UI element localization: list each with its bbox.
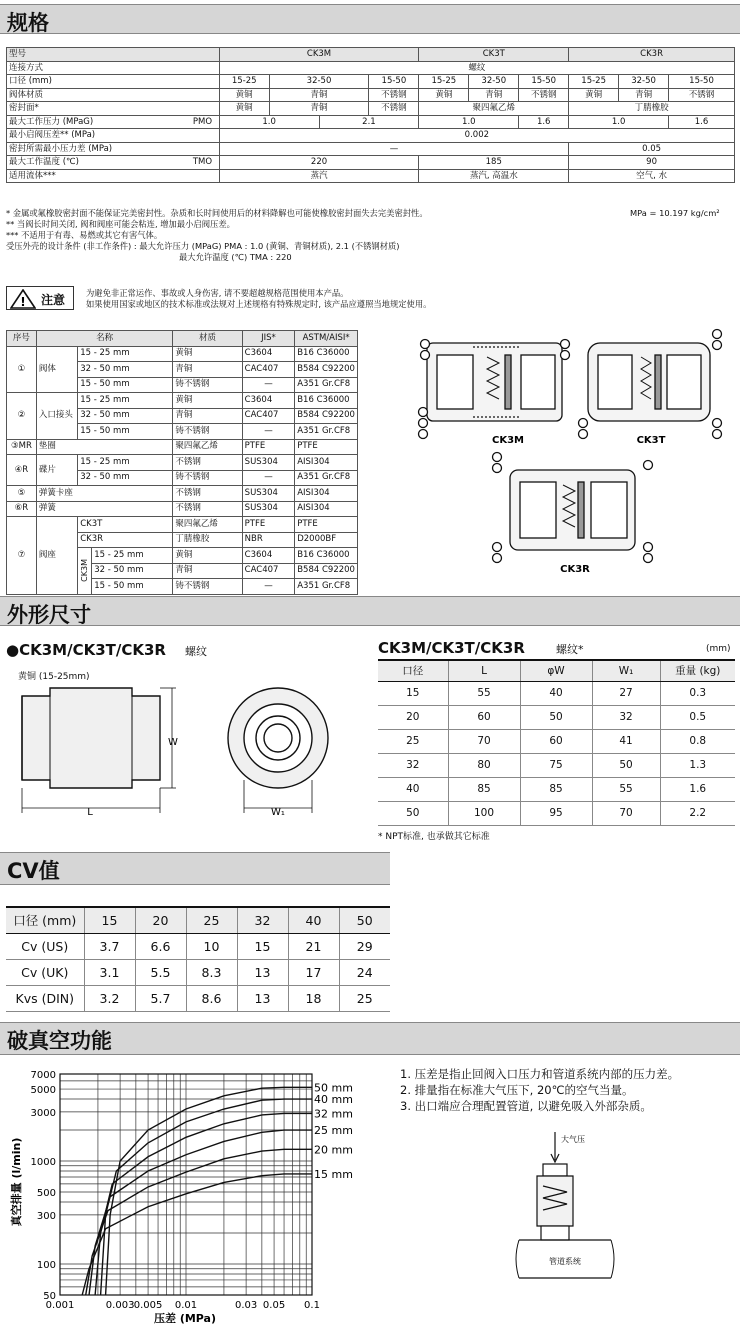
cv-cell: 5.7 — [135, 985, 186, 1011]
vacuum-notes — [400, 1066, 679, 1114]
x-tick-label: 0.003 — [105, 1300, 135, 1311]
dims-cell: 75 — [520, 753, 592, 777]
cv-cell: Cv (UK) — [6, 959, 84, 985]
dims-cell: 80 — [448, 753, 520, 777]
unit-note: MPa = 10.197 kg/cm² — [630, 208, 720, 218]
dims-cell: 20 — [378, 705, 448, 729]
parts-table: 序号 名称 材质 JIS* ASTM/AISI* ① 阀体 15 - 25 mm 黄铜 C3604 B16 C36000 32 - 50 mm 青铜 CAC407 B584 C92200 15 - 50 mm 铸不锈钢 — A351 Gr.CF8 ② 入口接头 15 - 25 mm 黄铜 C3604 B16 C36000 32 - 50 mm 青铜 CAC407 B584 C92200 15 - 50 mm 铸不锈钢 — A351 Gr.CF8 ③MR 垫圈 聚四氟乙烯 PTFE PTFE ④R 碟片 15 - 25 mm 不锈钢 SUS304 AISI304 32 - 50 mm 铸不锈钢 — A351 Gr.CF8 ⑤ 弹簧卡座 不锈钢 SUS304 AISI304 ⑥R 弹簧 不锈钢 SUS304 AISI304 ⑦ 阀座 CK3T 聚四氟乙烯 PTFE PTFE CK3R 丁腈橡胶 NBR D2000BF CK3M 15 - 25 mm 黄铜 C3604 B16 C36000 32 - 50 mm 青铜 CAC407 B584 C92200 15 - 50 mm 铸不锈钢 — A351 Gr.CF8 — [6, 330, 358, 595]
dims-row — [378, 801, 735, 825]
ck3r-label: CK3R — [560, 564, 590, 575]
ck3r-drawing — [493, 453, 653, 563]
vacuum-note-2: 2. 排量指在标准大气压下, 20℃的空气当量。 — [400, 1083, 634, 1097]
cv-cell: 17 — [288, 959, 339, 985]
spec-note-3: *** 不适用于有毒、易燃或其它有害气体。 — [6, 230, 163, 240]
series-label: 15 mm — [314, 1167, 353, 1181]
series-label: 25 mm — [314, 1124, 353, 1138]
cv-cell: 3.7 — [84, 933, 135, 959]
dims-cell: 0.5 — [660, 705, 735, 729]
dims-cell: 50 — [592, 753, 660, 777]
outline-drawing — [10, 680, 355, 820]
dims-table — [378, 659, 735, 826]
cv-cell: 20 — [135, 907, 186, 933]
dims-left-title: ●CK3M/CK3T/CK3R — [6, 641, 166, 659]
spec-row-model: 型号 CK3M CK3T CK3R — [7, 48, 735, 62]
spec-row-fluid: 适用流体*** 蒸汽 蒸汽, 高温水 空气, 水 — [7, 169, 735, 183]
dims-cell: 55 — [592, 777, 660, 801]
dims-cell: 0.8 — [660, 729, 735, 753]
dims-cell: 85 — [448, 777, 520, 801]
label-w: W — [168, 737, 178, 748]
dims-cell: 55 — [448, 681, 520, 705]
caution-label: 注意 — [41, 293, 66, 307]
dims-right-title: CK3M/CK3T/CK3R — [378, 639, 525, 657]
x-tick-label: 0.005 — [133, 1300, 163, 1311]
cv-cell: 24 — [339, 959, 390, 985]
dims-header-cell: 重量 (kg) — [660, 660, 735, 681]
spec-row-tmo: 最大工作温度 (℃) TMO 220 185 90 — [7, 156, 735, 170]
cv-row — [6, 907, 390, 933]
x-tick-label: 0.001 — [45, 1300, 75, 1311]
cv-cell: 口径 (mm) — [6, 907, 84, 933]
dims-cell: 0.3 — [660, 681, 735, 705]
y-tick-label: 50 — [43, 1291, 56, 1302]
cv-row — [6, 959, 390, 985]
dims-row — [378, 753, 735, 777]
dims-cell: 1.6 — [660, 777, 735, 801]
valve-section-drawings — [405, 325, 735, 590]
spec-note-1: * 金属或氟橡胶密封面不能保证完美密封性。杂质和长时间使用后的材料降解也可能使橡胶密封面失去完美密封性。 — [6, 208, 428, 218]
spec-row-body-material: 阀体材质 黄铜 青铜 不锈钢 黄铜 青铜 不锈钢 黄铜 青铜 不锈钢 — [7, 88, 735, 102]
spec-note-5: 最大允许温度 (℃) TMA : 220 — [179, 252, 292, 262]
cv-cell: 32 — [237, 907, 288, 933]
x-tick-label: 0.01 — [174, 1300, 198, 1311]
dims-header-cell: 口径 — [378, 660, 448, 681]
section-dims-header: 外形尺寸 — [0, 596, 740, 626]
dims-cell: 1.3 — [660, 753, 735, 777]
dims-cell: 40 — [520, 681, 592, 705]
dims-cell: 95 — [520, 801, 592, 825]
cv-cell: 5.5 — [135, 959, 186, 985]
cv-cell: 15 — [237, 933, 288, 959]
cv-cell: 25 — [186, 907, 237, 933]
x-tick-label: 0.1 — [304, 1300, 320, 1311]
dims-cell: 15 — [378, 681, 448, 705]
cv-cell: 15 — [84, 907, 135, 933]
cv-cell: 29 — [339, 933, 390, 959]
cv-cell: 25 — [339, 985, 390, 1011]
cv-row — [6, 985, 390, 1011]
cv-cell: 13 — [237, 959, 288, 985]
dims-cell: 27 — [592, 681, 660, 705]
dims-cell: 70 — [448, 729, 520, 753]
warning-icon — [10, 289, 36, 309]
pipe-label: 管道系统 — [549, 1257, 581, 1266]
dims-cell: 41 — [592, 729, 660, 753]
atm-label: 大气压 — [561, 1135, 585, 1144]
section-spec-header: 规格 — [0, 4, 740, 34]
cv-cell: Cv (US) — [6, 933, 84, 959]
cv-row — [6, 933, 390, 959]
series-line — [95, 1113, 312, 1295]
dims-cell: 2.2 — [660, 801, 735, 825]
dims-cell: 40 — [378, 777, 448, 801]
spec-row-pmo: 最大工作压力 (MPaG) PMO 1.0 2.1 1.0 1.6 1.0 1.6 — [7, 115, 735, 129]
dims-note: * NPT标准, 也承做其它标准 — [378, 832, 490, 842]
label-w1: W₁ — [271, 807, 285, 818]
dims-cell: 60 — [520, 729, 592, 753]
y-tick-label: 3000 — [30, 1107, 56, 1119]
caution-line-2: 如果使用国家或地区的技术标准或法规对上述规格有特殊规定时, 该产品应遵照当地规定使用。 — [86, 299, 432, 309]
ck3m-label: CK3M — [492, 435, 524, 446]
dims-header-cell: φW — [520, 660, 592, 681]
spec-row-min-seal: 密封所需最小压力差 (MPa) — 0.05 — [7, 142, 735, 156]
y-tick-label: 500 — [36, 1188, 56, 1200]
dims-cell: 50 — [520, 705, 592, 729]
dims-row — [378, 705, 735, 729]
series-label: 40 mm — [314, 1093, 353, 1107]
ck3t-drawing — [579, 330, 722, 439]
series-label: 50 mm — [314, 1081, 353, 1095]
cv-cell: 50 — [339, 907, 390, 933]
caution-box — [6, 286, 74, 310]
vacuum-chart — [0, 1062, 372, 1330]
dims-unit: (mm) — [706, 644, 731, 654]
spec-row-min-open: 最小启阀压差** (MPa) 0.002 — [7, 129, 735, 143]
cv-cell: 21 — [288, 933, 339, 959]
cv-cell: 3.2 — [84, 985, 135, 1011]
series-label: 32 mm — [314, 1107, 353, 1121]
dims-right-subtitle: 螺纹* — [556, 643, 584, 656]
vacuum-diagram — [515, 1130, 615, 1290]
cv-cell: Kvs (DIN) — [6, 985, 84, 1011]
dims-cell: 25 — [378, 729, 448, 753]
dims-row — [378, 729, 735, 753]
cv-cell: 40 — [288, 907, 339, 933]
cv-cell: 8.6 — [186, 985, 237, 1011]
spec-row-size: 口径 (mm) 15-25 32-50 15-50 15-25 32-50 15-50 15-25 32-50 15-50 — [7, 75, 735, 89]
caution-line-1: 为避免非正常运作、事故或人身伤害, 请不要超越规格范围使用本产品。 — [86, 288, 349, 298]
spec-table — [6, 47, 735, 183]
cv-cell: 13 — [237, 985, 288, 1011]
dims-cell: 85 — [520, 777, 592, 801]
spec-row-connection: 连接方式 螺纹 — [7, 61, 735, 75]
dims-cell: 50 — [378, 801, 448, 825]
series-label: 20 mm — [314, 1143, 353, 1157]
dims-cell: 60 — [448, 705, 520, 729]
series-line — [89, 1130, 312, 1295]
x-tick-label: 0.05 — [262, 1300, 286, 1311]
dims-header-cell: L — [448, 660, 520, 681]
y-tick-label: 1000 — [30, 1157, 56, 1169]
cv-cell: 3.1 — [84, 959, 135, 985]
chart-xlabel: 压差 (MPa) — [153, 1312, 217, 1325]
y-tick-label: 300 — [36, 1210, 56, 1222]
dims-cell: 100 — [448, 801, 520, 825]
chart-ylabel: 真空排量 (l/min) — [10, 1137, 23, 1227]
y-tick-label: 7000 — [30, 1070, 56, 1081]
vacuum-note-1: 1. 压差是指止回阀入口压力和管道系统内部的压力差。 — [400, 1067, 680, 1081]
cv-table — [6, 906, 390, 1012]
ck3m-drawing — [419, 340, 570, 439]
y-tick-label: 100 — [36, 1260, 56, 1272]
dims-left-subtitle: 螺纹 — [185, 645, 207, 658]
svg-text:!: ! — [20, 295, 26, 309]
dims-cell: 32 — [378, 753, 448, 777]
dims-row — [378, 777, 735, 801]
vacuum-note-3: 3. 出口端应合理配置管道, 以避免吸入外部杂质。 — [400, 1099, 652, 1113]
ck3t-label: CK3T — [636, 435, 666, 446]
dims-header-cell: W₁ — [592, 660, 660, 681]
cv-cell: 10 — [186, 933, 237, 959]
spec-row-seal: 密封面* 黄铜 青铜 不锈钢 聚四氟乙烯 丁腈橡胶 — [7, 102, 735, 116]
spec-note-2: ** 当阀长时间关闭, 阀和阀座可能会粘连, 增加最小启阀压差。 — [6, 219, 235, 229]
cv-cell: 18 — [288, 985, 339, 1011]
cv-cell: 6.6 — [135, 933, 186, 959]
x-tick-label: 0.03 — [234, 1300, 258, 1311]
label-l: L — [87, 807, 93, 818]
dims-row — [378, 681, 735, 705]
dims-material: 黄铜 (15-25mm) — [18, 672, 90, 682]
spec-note-4: 受压外壳的设计条件 (非工作条件) : 最大允许压力 (MPaG) PMA : 1.0 (黄铜、青铜材质), 2.1 (不锈钢材质) — [6, 241, 400, 251]
y-tick-label: 5000 — [30, 1085, 56, 1097]
dims-cell: 32 — [592, 705, 660, 729]
dims-cell: 70 — [592, 801, 660, 825]
section-vacuum-header: 破真空功能 — [0, 1022, 740, 1055]
cv-cell: 8.3 — [186, 959, 237, 985]
section-cv-header: CV值 — [0, 852, 390, 885]
